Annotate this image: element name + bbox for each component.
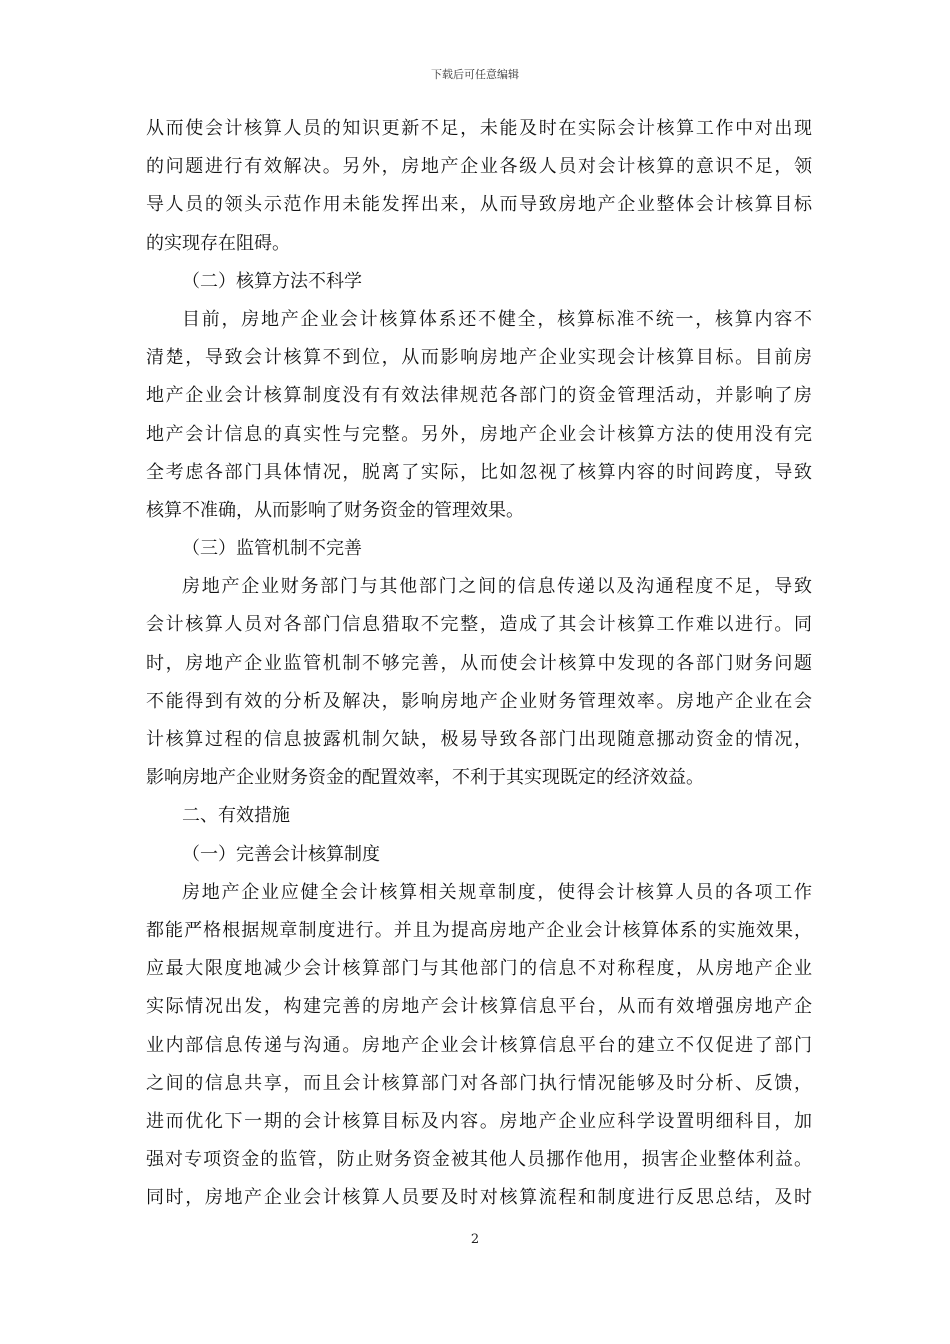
section-heading: （一）完善会计核算制度	[182, 843, 380, 865]
text-line: 房地产企业财务部门与其他部门之间的信息传递以及沟通程度不足，导致	[182, 576, 812, 598]
page-header: 下载后可任意编辑	[431, 68, 519, 81]
text-line: 从而使会计核算人员的知识更新不足，未能及时在实际会计核算工作中对出现	[146, 118, 812, 139]
text-line: 业内部信息传递与沟通。房地产企业会计核算信息平台的建立不仅促进了部门	[146, 1034, 812, 1056]
section-heading: （三）监管机制不完善	[182, 538, 362, 560]
text-line: 都能严格根据规章制度进行。并且为提高房地产企业会计核算体系的实施效果，	[146, 919, 812, 941]
text-line: 应最大限度地减少会计核算部门与其他部门的信息不对称程度，从房地产企业	[146, 958, 812, 980]
section-heading: （二）核算方法不科学	[182, 270, 362, 292]
text-line: 房地产企业应健全会计核算相关规章制度，使得会计核算人员的各项工作	[182, 881, 812, 903]
text-line: 会计核算人员对各部门信息猎取不完整，造成了其会计核算工作难以进行。同	[146, 614, 812, 636]
text-line: 不能得到有效的分析及解决，影响房地产企业财务管理效率。房地产企业在会	[146, 690, 812, 712]
text-line: 之间的信息共享，而且会计核算部门对各部门执行情况能够及时分析、反馈，	[146, 1072, 812, 1094]
text-line: 同时，房地产企业会计核算人员要及时对核算流程和制度进行反思总结，及时	[146, 1187, 812, 1209]
document-body	[146, 110, 812, 1217]
text-line: 全考虑各部门具体情况，脱离了实际，比如忽视了核算内容的时间跨度，导致	[146, 461, 812, 483]
text-line: 进而优化下一期的会计核算目标及内容。房地产企业应科学设置明细科目，加	[146, 1110, 812, 1132]
page-number: 2	[470, 1232, 480, 1247]
text-line: 清楚，导致会计核算不到位，从而影响房地产企业实现会计核算目标。目前房	[146, 347, 812, 369]
text-line: 影响房地产企业财务资金的配置效率，不利于其实现既定的经济效益。	[146, 767, 704, 789]
text-line: 地产会计信息的真实性与完整。另外，房地产企业会计核算方法的使用没有完	[146, 423, 812, 445]
text-line: 目前，房地产企业会计核算体系还不健全，核算标准不统一，核算内容不	[182, 308, 812, 330]
text-line: 强对专项资金的监管，防止财务资金被其他人员挪作他用，损害企业整体利益。	[146, 1149, 812, 1171]
section-heading: 二、有效措施	[182, 805, 290, 827]
text-line: 的问题进行有效解决。另外，房地产企业各级人员对会计核算的意识不足，领	[146, 156, 812, 178]
text-line: 时，房地产企业监管机制不够完善，从而使会计核算中发现的各部门财务问题	[146, 652, 812, 674]
text-line: 地产企业会计核算制度没有有效法律规范各部门的资金管理活动，并影响了房	[146, 385, 812, 407]
text-line: 实际情况出发，构建完善的房地产会计核算信息平台，从而有效增强房地产企	[146, 996, 812, 1018]
text-line: 核算不准确，从而影响了财务资金的管理效果。	[146, 499, 524, 521]
text-line: 计核算过程的信息披露机制欠缺，极易导致各部门出现随意挪动资金的情况，	[146, 729, 812, 750]
text-line: 的实现存在阻碍。	[146, 232, 290, 254]
text-line: 导人员的领头示范作用未能发挥出来，从而导致房地产企业整体会计核算目标	[146, 194, 812, 216]
